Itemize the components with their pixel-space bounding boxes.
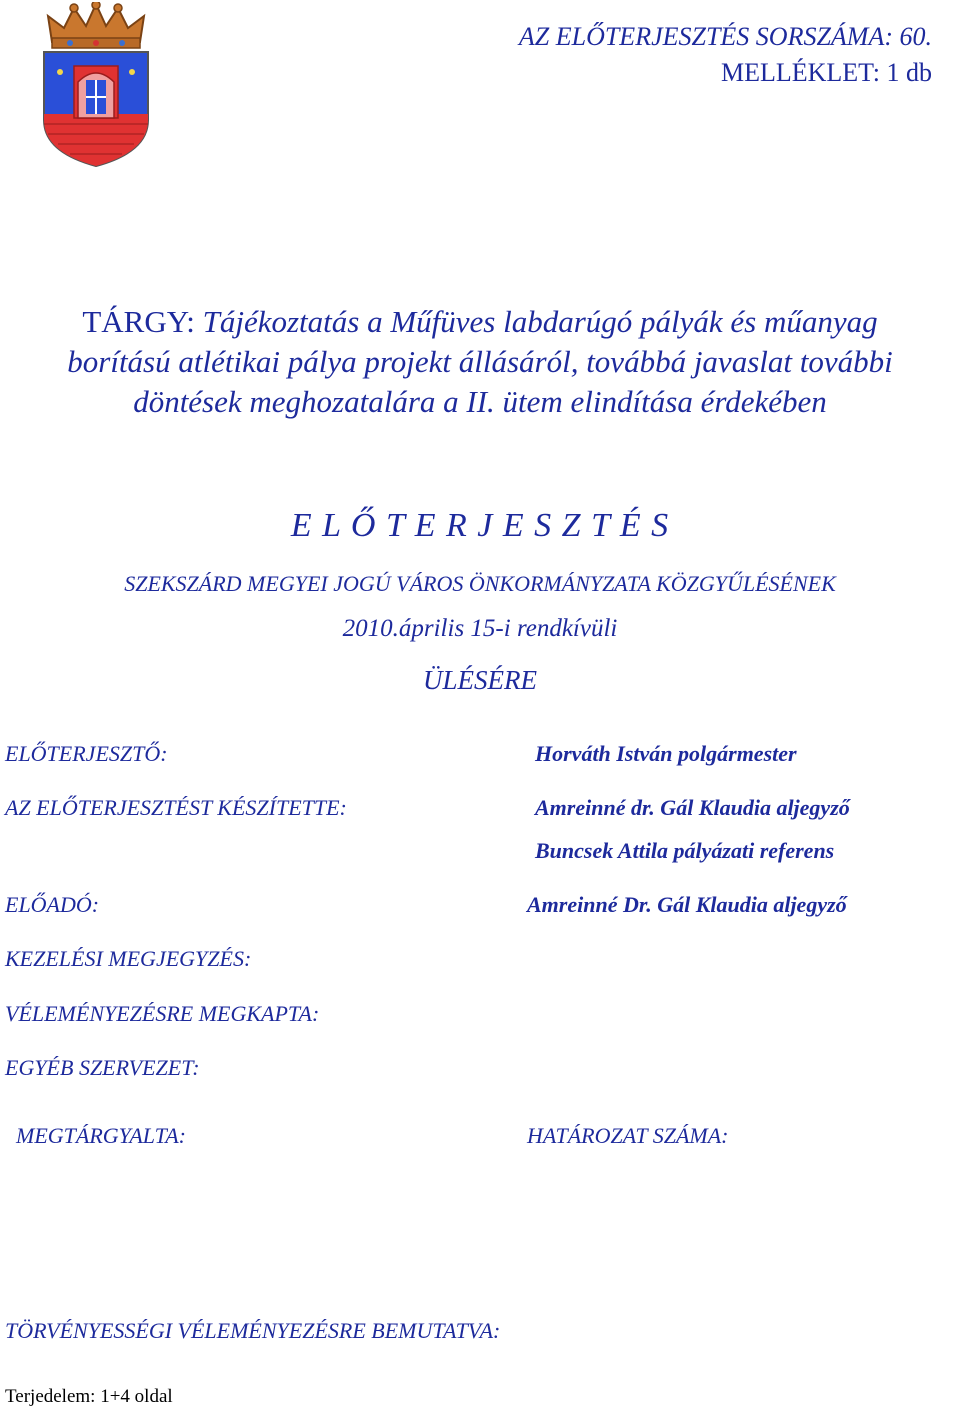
annex-count: MELLÉKLET: 1 db: [721, 58, 932, 87]
prepared-by-value-2: Buncsek Attila pályázati referens: [535, 838, 835, 863]
prepared-by-value-1: Amreinné dr. Gál Klaudia aljegyző: [535, 795, 850, 820]
legal-review-label: TÖRVÉNYESSÉGI VÉLEMÉNYEZÉSRE BEMUTATVA:: [5, 1318, 501, 1343]
document-number: AZ ELŐTERJESZTÉS SORSZÁMA: 60.: [518, 22, 932, 51]
page-extent: Terjedelem: 1+4 oldal: [5, 1386, 173, 1407]
subject: [0, 302, 960, 422]
presenter-value: Horváth István polgármester: [535, 741, 797, 766]
subject-text-line1: Tájékoztatás a Műfüves labdarúgó pályák és műanyag: [202, 304, 878, 339]
coat-of-arms-icon: [40, 2, 152, 168]
subject-text-line3: döntések meghozatalára a II. ütem elindítása érdekében: [133, 384, 827, 419]
other-organization-label: EGYÉB SZERVEZET:: [5, 1055, 200, 1080]
review-received-label: VÉLEMÉNYEZÉSRE MEGKAPTA:: [5, 1001, 320, 1026]
assembly-name: SZEKSZÁRD MEGYEI JOGÚ VÁROS ÖNKORMÁNYZATA KÖZGYŰLÉSÉNEK: [124, 571, 836, 596]
session-label: ÜLÉSÉRE: [423, 665, 537, 695]
session-date: 2010.április 15-i rendkívüli: [342, 615, 618, 642]
resolution-number-label: HATÁROZAT SZÁMA:: [527, 1123, 729, 1148]
speaker-value: Amreinné Dr. Gál Klaudia aljegyző: [527, 892, 847, 917]
prepared-by-label: AZ ELŐTERJESZTÉST KÉSZÍTETTE:: [5, 795, 347, 820]
presenter-label: ELŐTERJESZTŐ:: [5, 741, 168, 766]
speaker-label: ELŐADÓ:: [5, 892, 100, 917]
proposal-heading: E L Ő T E R J E S Z T É S: [290, 507, 670, 544]
discussed-label: MEGTÁRGYALTA:: [16, 1123, 186, 1148]
subject-text-line2: borítású atlétikai pálya projekt állásáról, továbbá javaslat további: [67, 344, 893, 379]
subject-label: TÁRGY:: [82, 304, 195, 339]
handling-note-label: KEZELÉSI MEGJEGYZÉS:: [5, 946, 252, 971]
